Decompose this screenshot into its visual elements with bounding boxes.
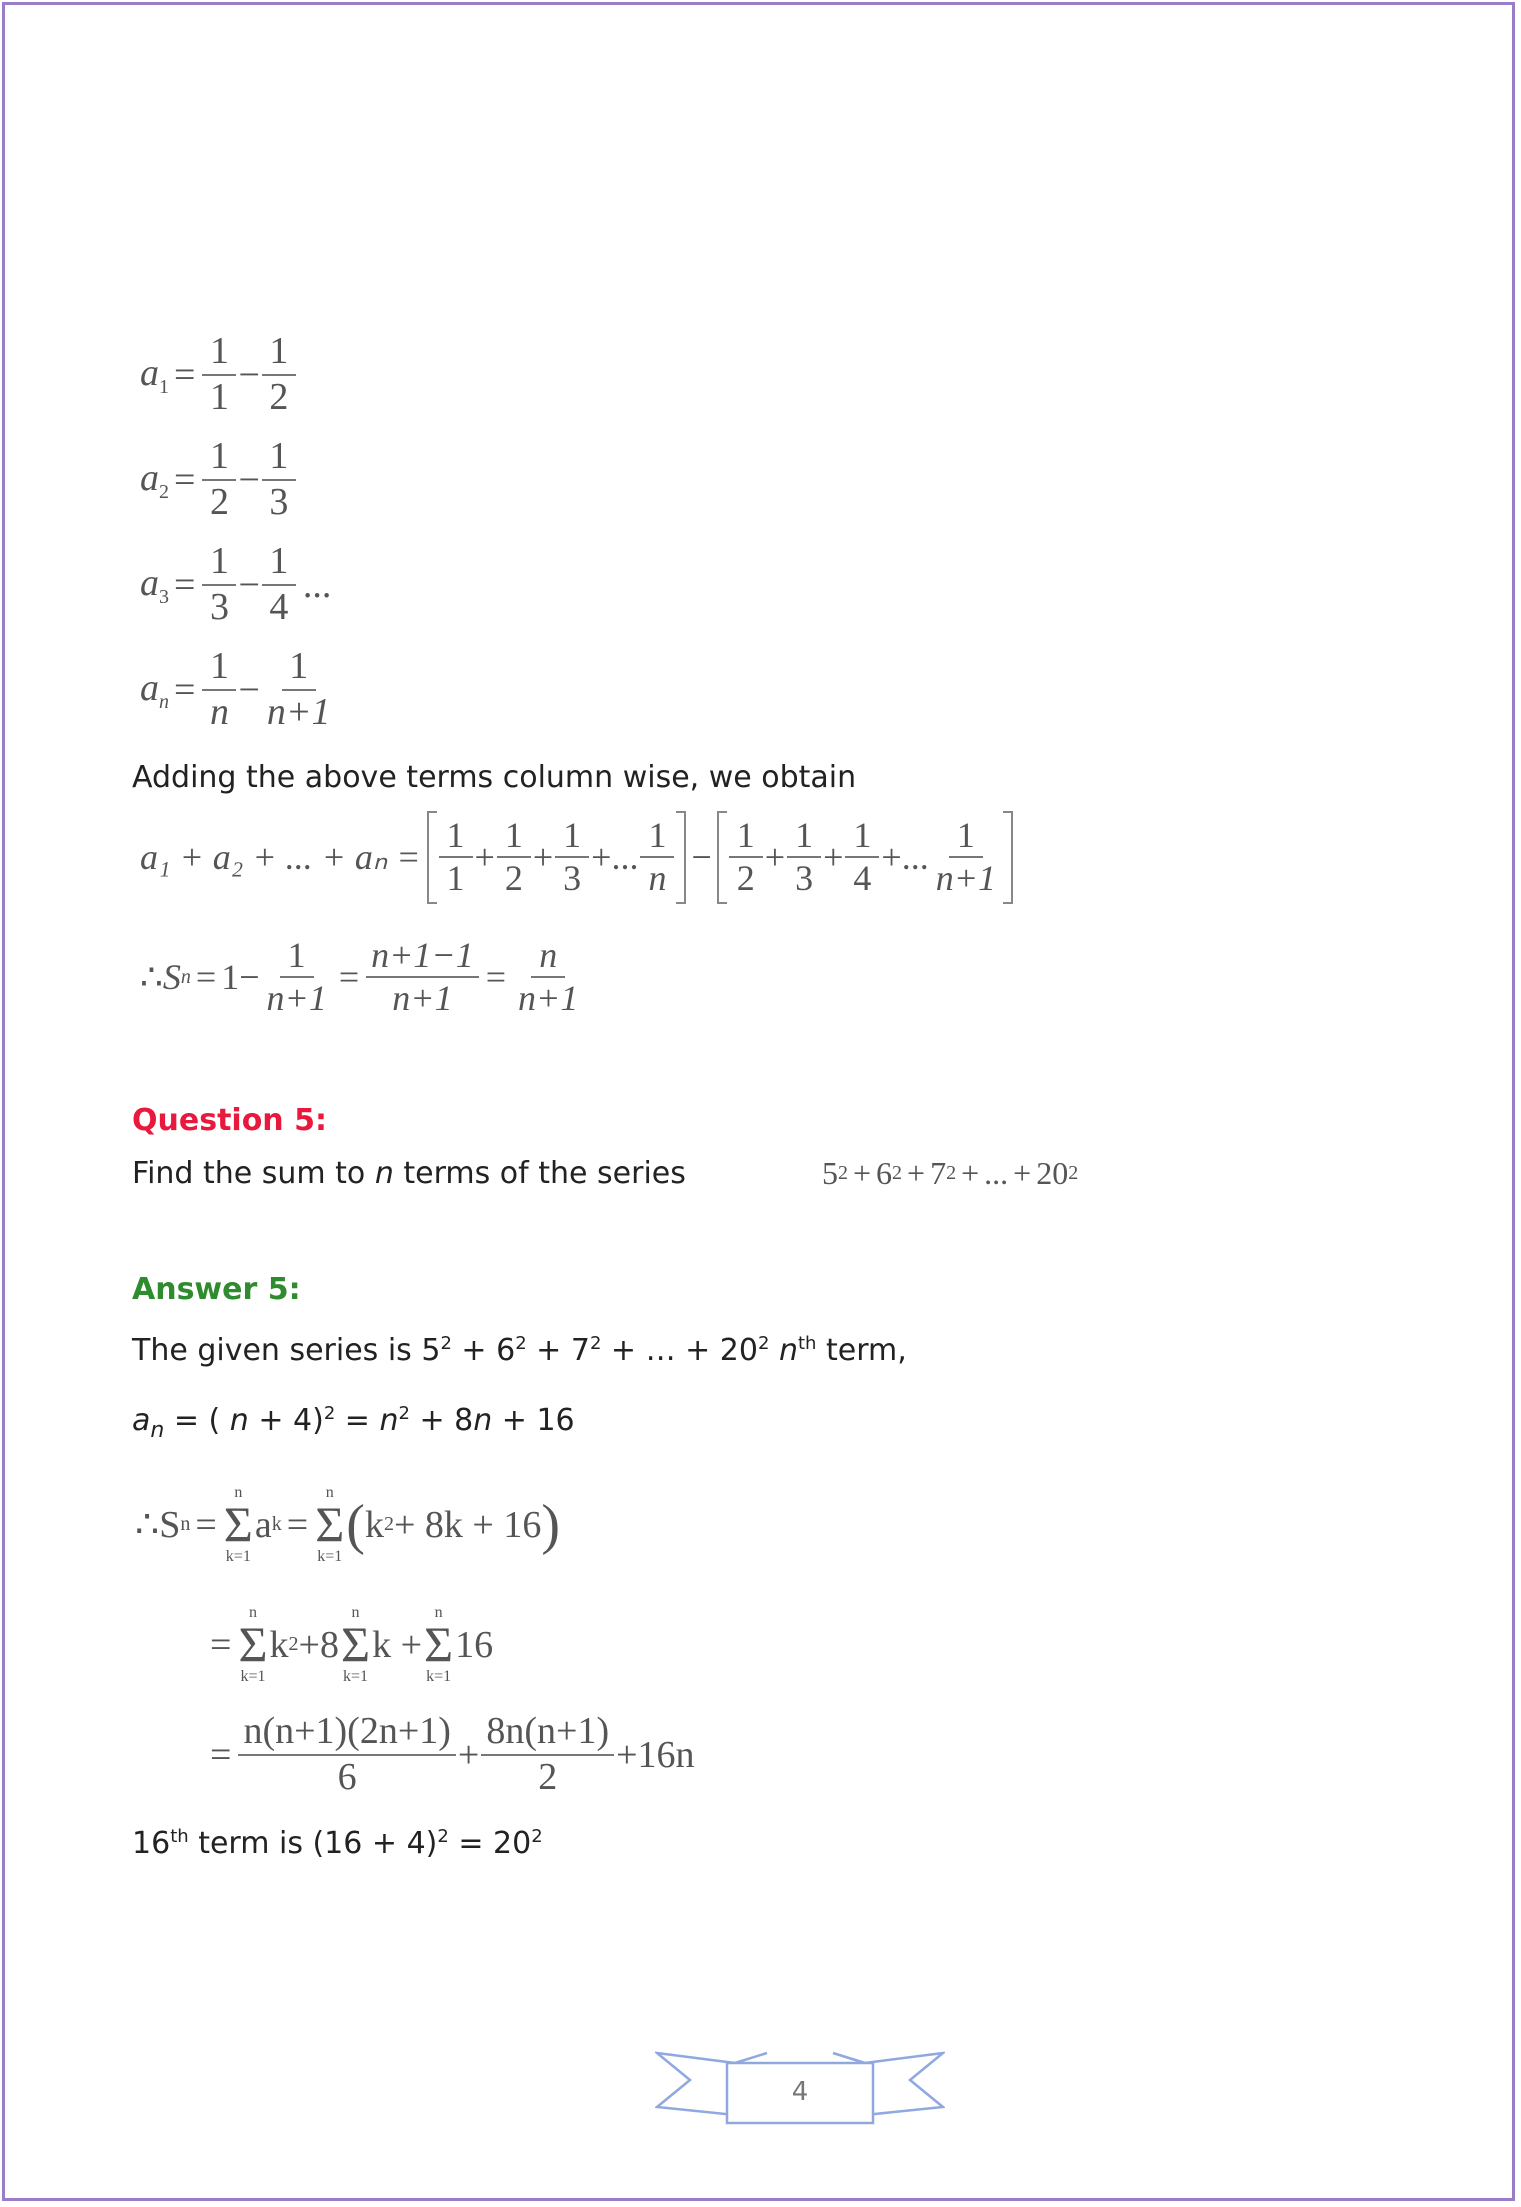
fraction: [202, 435, 236, 524]
numerator: 1: [262, 435, 296, 481]
fraction: [481, 1710, 614, 1799]
text: = (: [164, 1403, 230, 1438]
minus: −: [239, 957, 260, 998]
equals: =: [174, 563, 196, 606]
denominator: 3: [563, 858, 582, 899]
exponent: 2: [288, 1633, 299, 1656]
numerator: 1: [845, 815, 879, 858]
denominator: 3: [209, 585, 229, 628]
therefore-symbol: ∴: [140, 957, 163, 998]
therefore-symbol: ∴: [135, 1504, 160, 1547]
ellipsis: ...: [302, 563, 332, 606]
numerator: n: [531, 935, 565, 978]
numerator: 1: [949, 815, 983, 858]
sigma-symbol: Σ: [238, 1616, 268, 1672]
equals: =: [174, 458, 196, 501]
text: [769, 1333, 779, 1368]
plus: +: [853, 1155, 872, 1191]
sigma: [238, 1605, 267, 1685]
denominator: 6: [337, 1755, 357, 1798]
ellipsis: ...: [901, 837, 929, 878]
subscript: 3: [159, 585, 169, 608]
subscript: n: [180, 965, 191, 988]
plus: +: [474, 837, 495, 878]
exponent: 2: [323, 1403, 336, 1424]
var: a: [140, 561, 159, 604]
lower-limit: k=1: [240, 1667, 266, 1685]
text: The given series is 5: [132, 1333, 441, 1368]
fraction: [262, 435, 296, 524]
text: 16: [455, 1623, 494, 1666]
sum-line-3: [205, 1710, 695, 1799]
denominator: n+1: [935, 858, 997, 899]
minus: −: [238, 458, 260, 501]
text: 16: [132, 1826, 171, 1861]
text: + … + 20: [601, 1333, 758, 1368]
exponent: 2: [946, 1162, 957, 1184]
upper-limit: n: [351, 1604, 360, 1621]
equation-a2: [140, 435, 298, 524]
text: = 20: [448, 1826, 532, 1861]
numerator: 8n(n+1): [481, 1710, 614, 1756]
numerator: 1: [202, 435, 236, 481]
sigma: [224, 1485, 253, 1565]
exponent: 2: [531, 1826, 543, 1847]
numerator: 1: [555, 815, 589, 858]
subscript: n: [159, 690, 169, 713]
term: 20: [1036, 1155, 1069, 1191]
question-heading: Question 5:: [132, 1103, 327, 1138]
equation-an: [140, 645, 338, 734]
exponent: 2: [515, 1333, 527, 1354]
sum-lhs: a₁ + a₂ + ... + aₙ =: [140, 837, 421, 878]
fraction: [238, 1710, 455, 1799]
fraction: [729, 815, 763, 900]
minus: −: [691, 837, 712, 878]
sigma-symbol: Σ: [315, 1496, 345, 1552]
var: n: [379, 1403, 399, 1438]
fraction: [640, 815, 674, 900]
var: n: [778, 1333, 798, 1368]
equals: =: [338, 957, 360, 998]
var: k: [364, 1503, 384, 1546]
sigma-symbol: Σ: [223, 1496, 253, 1552]
question-series: [822, 1155, 1078, 1192]
paren: ): [541, 1493, 560, 1556]
answer-last-line: [132, 1826, 543, 1861]
fraction: [262, 935, 332, 1020]
text: term is (16 + 4): [188, 1826, 438, 1861]
sigma: [341, 1605, 370, 1685]
numerator: 1: [640, 815, 674, 858]
sum-equation: [140, 815, 1013, 900]
text: terms of the series: [393, 1156, 686, 1191]
subscript: k: [271, 1513, 282, 1536]
exponent: 2: [1068, 1162, 1079, 1184]
text: k +: [372, 1623, 423, 1666]
exponent: 2: [838, 1162, 848, 1184]
right-bracket-group: [717, 815, 1013, 900]
ellipsis: ...: [611, 837, 639, 878]
var: a: [140, 666, 159, 709]
term: 6: [876, 1155, 893, 1191]
sigma-symbol: Σ: [340, 1616, 371, 1672]
fraction: [439, 815, 473, 900]
denominator: 2: [538, 1755, 558, 1798]
question-text: [132, 1156, 686, 1191]
numerator: 1: [202, 330, 236, 376]
var: a: [132, 1403, 151, 1438]
equation-a1: [140, 330, 298, 419]
exponent: 2: [892, 1162, 903, 1184]
lower-limit: k=1: [225, 1547, 251, 1565]
var: a: [254, 1503, 272, 1546]
subscript: 1: [159, 375, 169, 398]
sum-line-2: [205, 1605, 493, 1685]
ordinal-suffix: th: [170, 1826, 189, 1847]
lower-limit: k=1: [343, 1667, 369, 1685]
text: + 6: [451, 1333, 516, 1368]
plus: +: [823, 837, 844, 878]
fraction: [202, 645, 236, 734]
fraction: [845, 815, 879, 900]
plus: +: [881, 837, 902, 878]
text: + 16: [492, 1403, 575, 1438]
lower-limit: k=1: [317, 1547, 343, 1565]
answer-heading: Answer 5:: [132, 1272, 301, 1307]
lower-limit: k=1: [426, 1667, 452, 1685]
exponent: 2: [437, 1826, 449, 1847]
denominator: 1: [209, 375, 229, 418]
ellipsis: ...: [984, 1155, 1009, 1191]
text: Find the sum to: [132, 1156, 375, 1191]
exponent: 2: [757, 1333, 770, 1354]
numerator: 1: [282, 645, 316, 691]
denominator: 2: [209, 480, 229, 523]
numerator: 1: [280, 935, 314, 978]
var: S: [159, 1503, 181, 1546]
numerator: 1: [729, 815, 763, 858]
var: n: [473, 1403, 493, 1438]
denominator: 3: [269, 480, 289, 523]
ordinal-suffix: th: [798, 1333, 817, 1354]
one: 1: [221, 957, 240, 998]
fraction: [202, 330, 236, 419]
denominator: n+1: [392, 978, 453, 1019]
plus: +: [457, 1733, 480, 1776]
equals: =: [485, 957, 507, 998]
left-bracket-group: [427, 815, 687, 900]
fraction: [262, 330, 296, 419]
exponent: 2: [383, 1513, 394, 1536]
text: =: [335, 1403, 380, 1438]
numerator: 1: [262, 540, 296, 586]
denominator: n: [648, 858, 667, 899]
denominator: 1: [446, 858, 465, 899]
term: 7: [930, 1155, 947, 1191]
text: + 4): [248, 1403, 324, 1438]
denominator: 4: [269, 585, 289, 628]
numerator: n+1−1: [366, 935, 479, 978]
exponent: 2: [440, 1333, 452, 1354]
answer-line2: [132, 1403, 575, 1443]
fraction: [931, 815, 1001, 900]
upper-limit: n: [434, 1604, 443, 1621]
numerator: 1: [262, 330, 296, 376]
adding-text: Adding the above terms column wise, we obtain: [132, 760, 857, 795]
exponent: 2: [589, 1333, 602, 1354]
fraction: [787, 815, 821, 900]
var: a: [140, 456, 159, 499]
term: 5: [822, 1155, 838, 1191]
fraction: [202, 540, 236, 629]
plus: +: [961, 1155, 980, 1191]
equals: =: [210, 1733, 232, 1776]
equals: =: [174, 353, 196, 396]
page-number: 4: [791, 2077, 809, 2107]
equals: =: [174, 668, 196, 711]
text: term,: [816, 1333, 907, 1368]
answer-line1: [132, 1333, 907, 1368]
denominator: 4: [853, 858, 872, 899]
equals: =: [195, 1503, 217, 1546]
sigma-symbol: Σ: [424, 1616, 454, 1672]
numerator: n(n+1)(2n+1): [238, 1710, 455, 1756]
fraction: [513, 935, 583, 1020]
numerator: 1: [202, 540, 236, 586]
subscript: 2: [159, 480, 169, 503]
equation-a3: [140, 540, 336, 629]
subscript: n: [180, 1513, 191, 1536]
denominator: n+1: [266, 978, 327, 1019]
denominator: 3: [795, 858, 814, 899]
fraction: [262, 645, 336, 734]
denominator: 2: [504, 858, 523, 899]
denominator: n+1: [266, 690, 331, 733]
plus: +: [591, 837, 612, 878]
plus: +: [1013, 1155, 1032, 1191]
sigma: [315, 1485, 344, 1565]
numerator: 1: [439, 815, 473, 858]
upper-limit: n: [234, 1484, 243, 1501]
minus: −: [238, 668, 260, 711]
plus: +: [907, 1155, 926, 1191]
var: n: [229, 1403, 249, 1438]
plus: +: [764, 837, 786, 878]
subscript: n: [150, 1418, 165, 1443]
numerator: 1: [787, 815, 821, 858]
equals: =: [210, 1623, 232, 1666]
denominator: n: [209, 690, 229, 733]
denominator: 2: [269, 375, 289, 418]
var: k: [269, 1623, 289, 1666]
plus: +: [532, 837, 554, 878]
sum-line-1: [135, 1485, 560, 1565]
text: + 8k + 16: [393, 1503, 542, 1546]
minus: −: [238, 563, 260, 606]
equals: =: [195, 957, 217, 998]
denominator: n+1: [518, 978, 579, 1019]
numerator: 1: [202, 645, 236, 691]
sigma: [424, 1605, 453, 1685]
var: S: [162, 957, 181, 998]
denominator: 2: [736, 858, 755, 899]
var: a: [140, 351, 159, 394]
text: + 7: [526, 1333, 590, 1368]
numerator: 1: [497, 815, 531, 858]
minus: −: [238, 353, 260, 396]
fraction: [497, 815, 531, 900]
equals: =: [286, 1503, 309, 1546]
upper-limit: n: [325, 1484, 334, 1501]
text: +8: [298, 1623, 339, 1666]
fraction: [366, 935, 479, 1020]
sn-equation: [140, 935, 585, 1020]
upper-limit: n: [248, 1604, 257, 1621]
text: +16n: [616, 1733, 695, 1776]
exponent: 2: [398, 1403, 410, 1424]
var: n: [374, 1156, 394, 1191]
fraction: [262, 540, 296, 629]
text: + 8: [409, 1403, 474, 1438]
page-number-ribbon: [655, 2045, 945, 2140]
fraction: [555, 815, 589, 900]
paren: (: [346, 1493, 365, 1556]
